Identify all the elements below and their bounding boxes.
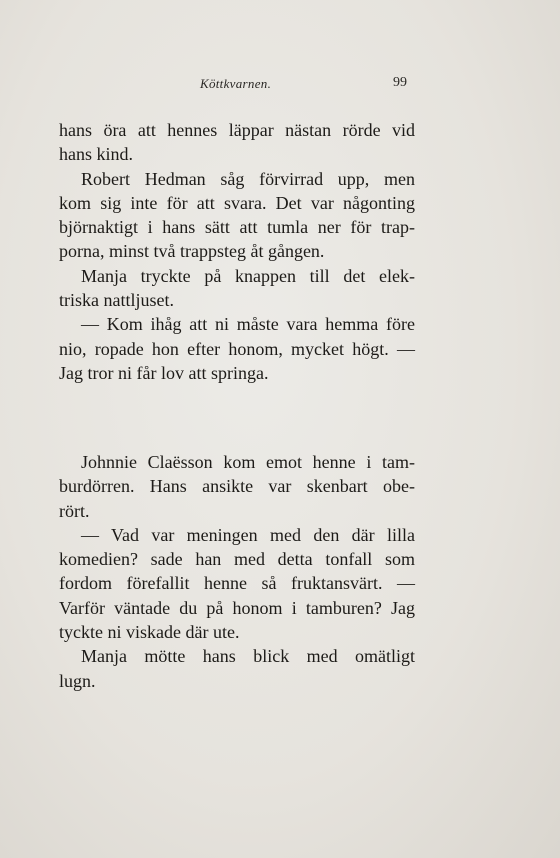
text-line: nio, ropade hon efter honom, mycket högt. — xyxy=(59,338,415,359)
text-line: fordom förefallit henne så fruktansvärt. — xyxy=(59,573,415,594)
text-line: porna, minst två trappsteg åt gången. xyxy=(59,241,325,262)
paragraph-block-1 xyxy=(59,118,415,385)
text-line: hans öra att hennes läppar nästan rörde vid xyxy=(59,120,415,140)
text-line: Robert Hedman såg förvirrad upp, men xyxy=(81,168,415,189)
text-line: komedien? sade han med detta tonfall som xyxy=(59,549,415,570)
text-line: — Kom ihåg att ni måste vara hemma före xyxy=(81,314,415,335)
text-line: Manja mötte hans blick med omätligt xyxy=(81,646,415,667)
page-number: 99 xyxy=(393,75,407,90)
text-line: tyckte ni viskade där ute. xyxy=(59,622,240,643)
text-line: Jag tror ni får lov att springa. xyxy=(59,362,269,383)
text-line: triska nattljuset. xyxy=(59,290,174,311)
text-line: björnaktigt i hans sätt att tumla ner för trap- xyxy=(59,217,415,238)
paragraph-block-2 xyxy=(59,450,415,693)
text-line: hans kind. xyxy=(59,144,133,165)
running-header-title: Köttkvarnen. xyxy=(200,76,272,91)
text-line: Johnnie Claësson kom emot henne i tam- xyxy=(81,452,415,472)
text-line: rört. xyxy=(59,500,90,521)
text-line: lugn. xyxy=(59,670,96,691)
text-line: burdörren. Hans ansikte var skenbart obe- xyxy=(59,476,415,497)
text-line: Varför väntade du på honom i tamburen? Jag xyxy=(59,597,415,618)
text-line: — Vad var meningen med den där lilla xyxy=(81,524,415,545)
text-line: kom sig inte för att svara. Det var någonting xyxy=(59,192,415,213)
text-line: Manja tryckte på knappen till det elek- xyxy=(81,265,415,286)
